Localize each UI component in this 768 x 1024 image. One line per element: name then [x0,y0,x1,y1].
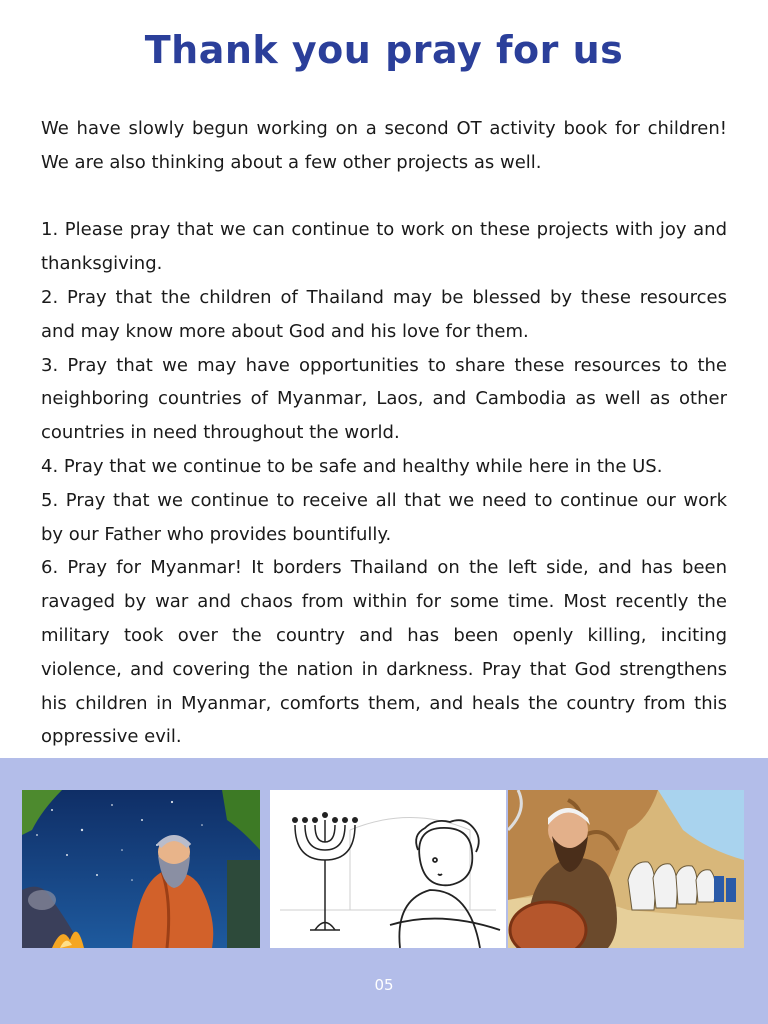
illustration-lampstand-child [270,790,506,948]
illustration-warrior [508,790,744,948]
prayer-item-2: 2. Pray that the children of Thailand may be blessed by these resources and may know more about God and his love for them. [41,286,727,342]
intro-paragraph: We have slowly begun working on a second OT activity book for children! We are also thinking about a few other projects as well. [41,118,727,173]
prayer-item-4: 4. Pray that we continue to be safe and healthy while here in the US. [41,455,663,477]
footer-band [0,758,768,1024]
prayer-item-3: 3. Pray that we may have opportunities to share these resources to the neighboring countries of Myanmar, Laos, and Cambodia as well as other countries in need throughout the world. [41,354,727,444]
illustration-night-prophet [22,790,260,948]
prayer-item-5: 5. Pray that we continue to receive all that we need to continue our work by our Father who provides bountifully. [41,489,727,545]
paragraph-gap [41,180,727,214]
prayer-item-1: 1. Please pray that we can continue to work on these projects with joy and thanksgiving. [41,219,727,275]
page-number: 05 [374,976,394,994]
prayer-text [41,112,727,754]
page-title: Thank you pray for us [144,28,624,72]
prayer-item-6: 6. Pray for Myanmar! It borders Thailand on the left side, and has been ravaged by war and chaos from within for some time. Most recently the military took over the country and has been openly killing, inciting violence, and covering the nation in darkness. Pray that God strengthens his children in Myanmar, comforts them, and heals the country from this oppressive evil. [41,557,727,748]
